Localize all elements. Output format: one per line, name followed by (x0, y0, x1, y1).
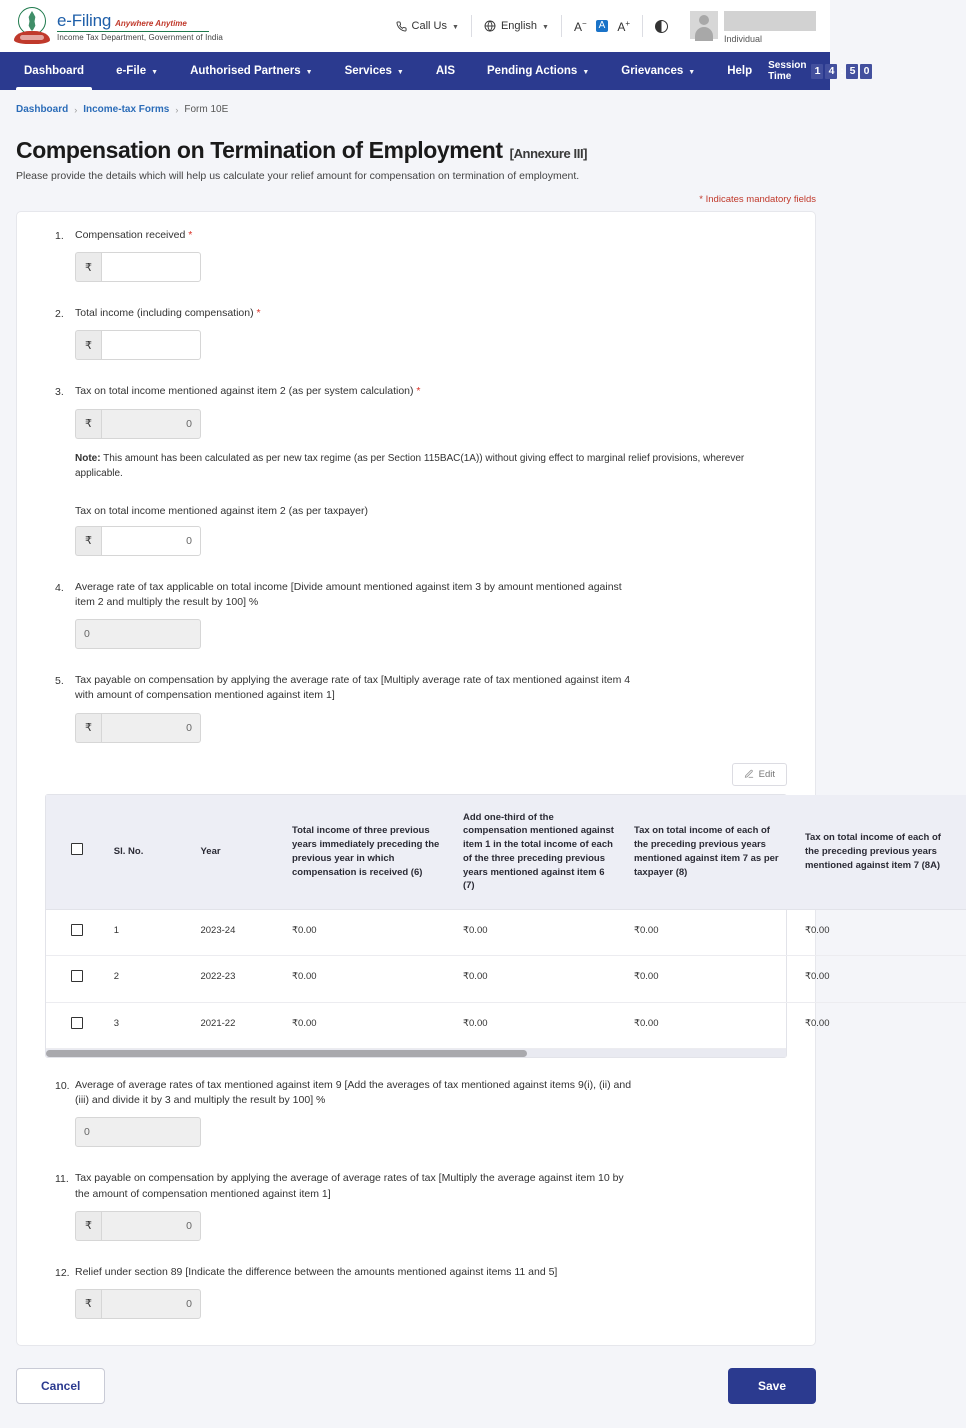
form-item-label: Relief under section 89 [Indicate the difference between the amounts mentioned against items 11 and 5] (75, 1265, 558, 1278)
form-item-label: Tax payable on compensation by applying the average of average rates of tax [Multiply the average against item 10 by the amount of compensation mentioned against item 1] (75, 1172, 624, 1200)
form-item-label: Total income (including compensation) * (75, 307, 261, 320)
row-col8a: ₹0.00 (795, 910, 966, 956)
row-select-cell (46, 910, 104, 956)
table-row (46, 1002, 966, 1048)
form-item-number: 2. (55, 308, 64, 321)
font-increase-button[interactable]: A+ (617, 18, 630, 34)
row-col8: ₹0.00 (633, 1017, 659, 1029)
rupee-icon: ₹ (75, 713, 101, 743)
cancel-button[interactable]: Cancel (16, 1368, 105, 1404)
font-normal-button[interactable]: A (596, 20, 609, 32)
form-item-number: 5. (55, 675, 64, 688)
form-item-4 (17, 580, 815, 649)
row-col6: ₹0.00 (282, 956, 453, 1002)
table-header-col7: Add one-third of the compensation mentioned against item 1 in the total income of each of the three preceding previous years mentioned against item 6 (7) (453, 795, 624, 910)
select-all-checkbox[interactable] (71, 843, 83, 855)
table-row (46, 956, 966, 1002)
chevron-down-icon: ▼ (582, 68, 590, 76)
font-size-controls (562, 20, 642, 33)
row-col8a: ₹0.00 (804, 1017, 830, 1029)
nav-item-help[interactable] (711, 52, 768, 90)
font-decrease-button[interactable]: A− (573, 18, 587, 34)
brand-department: Income Tax Department, Government of India (57, 32, 223, 42)
chevron-down-icon: ▼ (688, 68, 696, 76)
breadcrumb-item-income-tax-forms[interactable]: Income-tax Forms (83, 104, 170, 115)
average-of-average-rates-field[interactable] (75, 1117, 797, 1147)
breadcrumb-item-form-10e: Form 10E (184, 104, 229, 115)
page-title-text: Compensation on Termination of Employment (16, 137, 503, 163)
chevron-down-icon: ▼ (305, 68, 313, 76)
form-item-label: Tax payable on compensation by applying the average rate of tax [Multiply average rate of tax mentioned against item 4 with amount of compensation mentioned against item 1] (75, 674, 631, 702)
nav-label: Dashboard (24, 65, 85, 77)
nav-item-grievances[interactable] (605, 52, 711, 90)
row-checkbox[interactable] (71, 1017, 83, 1029)
save-button[interactable]: Save (728, 1368, 816, 1404)
chevron-down-icon: ▼ (452, 23, 459, 31)
chevron-down-icon: ▼ (396, 68, 404, 76)
total-income-input[interactable] (101, 330, 201, 360)
form-item-11 (17, 1171, 815, 1240)
average-rate-tax-field[interactable] (75, 619, 797, 649)
relief-section-89-field[interactable] (75, 1289, 797, 1319)
total-income-field[interactable] (75, 330, 797, 360)
row-select-cell (46, 1002, 104, 1048)
contrast-icon (655, 20, 668, 33)
user-profile[interactable] (680, 9, 822, 44)
globe-icon (484, 20, 496, 32)
tax-regime-note (75, 451, 775, 481)
session-digit: 5 (846, 64, 858, 79)
main-navigation (0, 52, 870, 90)
form-item-label: Tax on total income mentioned against item 2 (as per system calculation) * (75, 385, 421, 398)
row-sl-no: 3 (113, 1017, 120, 1029)
chevron-down-icon: ▼ (542, 23, 549, 31)
previous-years-table (45, 794, 941, 1058)
row-col6: ₹0.00 (282, 910, 453, 956)
table-header-sl-no: Sl. No. (104, 795, 191, 910)
user-role-label: Individual (724, 33, 763, 44)
row-col6: ₹0.00 (292, 1017, 317, 1029)
form-item-number: 3. (55, 386, 64, 399)
form-item-label: Compensation received * (75, 229, 193, 241)
nav-label: e-File (116, 65, 147, 77)
language-label: English (500, 20, 538, 32)
chevron-down-icon: ▼ (151, 68, 159, 76)
brand-tagline: Anywhere Anytime (115, 18, 187, 28)
top-header (0, 0, 830, 52)
contrast-toggle-button[interactable] (643, 20, 680, 33)
form-item-label: Average of average rates of tax mentioned against item 9 [Add the averages of tax mentioned against items 9(i), (ii) and (iii) and divide it by 3 and multiply the result by 100] % (75, 1078, 632, 1107)
rupee-icon: ₹ (75, 252, 101, 282)
session-digit: 4 (825, 64, 837, 79)
nav-item-e-file[interactable] (100, 52, 174, 90)
nav-label: Services (344, 65, 392, 77)
rupee-icon: ₹ (75, 409, 101, 439)
table-scroll-area (46, 795, 941, 1048)
rupee-icon: ₹ (75, 1211, 101, 1241)
form-item-label: Average rate of tax applicable on total income [Divide amount mentioned against item 3 by amount mentioned against item 2 and multiply the result by 100] % (75, 580, 622, 608)
row-select-cell (46, 956, 104, 1002)
tax-system-calculation-input (101, 409, 201, 439)
page-title-annexure: [Annexure III] (509, 146, 588, 161)
nav-label: Pending Actions (487, 65, 578, 77)
session-timer (768, 52, 884, 90)
table-header-year: Year (190, 795, 282, 910)
row-col8: ₹0.00 (624, 956, 795, 1002)
brand-divider (57, 31, 209, 32)
row-col7: ₹0.00 (453, 910, 624, 956)
tax-payable-avg-of-avg-field[interactable] (75, 1211, 797, 1241)
nav-label: Grievances (621, 65, 684, 77)
form-card (16, 211, 941, 1346)
required-asterisk: * (188, 229, 193, 241)
form-item-12 (17, 1265, 815, 1319)
nav-item-dashboard[interactable] (8, 52, 100, 90)
tax-payable-avg-rate-input (101, 713, 201, 743)
nav-label: Help (727, 65, 753, 77)
table-toolbar (17, 747, 815, 786)
call-us-button[interactable] (384, 20, 471, 32)
phone-icon (396, 21, 407, 32)
tax-payable-avg-of-avg-input (101, 1211, 201, 1241)
rupee-icon: ₹ (75, 1289, 101, 1319)
table-header-row (46, 795, 966, 910)
pencil-icon (744, 769, 754, 779)
form-item-3 (17, 384, 815, 555)
table-row (46, 910, 966, 956)
form-item-number: 1. (55, 230, 64, 242)
required-asterisk: * (256, 307, 261, 320)
language-selector[interactable] (472, 20, 561, 32)
row-col8a: ₹0.00 (795, 956, 966, 1002)
relief-section-89-input (101, 1289, 201, 1319)
edit-label: Edit (758, 768, 775, 780)
rupee-icon: ₹ (75, 330, 101, 360)
page-subtitle: Please provide the details which will help us calculate your relief amount for compensation on termination of employment. (16, 170, 580, 182)
compensation-received-field[interactable] (75, 252, 797, 282)
breadcrumb-separator: › (175, 104, 179, 115)
table-header-col6: Total income of three previous years immediately preceding the previous year in which compensation is received (6) (282, 795, 453, 910)
session-colon: : (840, 65, 844, 77)
brand-name: e-Filing (57, 10, 112, 30)
rupee-icon: ₹ (75, 526, 101, 556)
form-item-1 (17, 228, 815, 282)
breadcrumb-item-dashboard[interactable]: Dashboard (16, 104, 69, 115)
row-col7: ₹0.00 (462, 1017, 488, 1029)
call-us-label: Call Us (411, 20, 447, 32)
header-right-controls (384, 0, 822, 52)
tax-taxpayer-input[interactable] (101, 526, 201, 556)
form-item-number: 10. (55, 1079, 70, 1092)
row-checkbox[interactable] (71, 924, 83, 936)
nav-item-services[interactable] (329, 52, 420, 90)
nav-label: Authorised Partners (190, 65, 301, 77)
note-text: This amount has been calculated as per new tax regime (as per Section 115BAC(1A)) without giving effect to marginal relief provisions, wherever applicable. (75, 452, 745, 479)
table-header-col8: Tax on total income of each of the preceding previous years mentioned against item 7 as per taxpayer (8) (624, 795, 795, 910)
note-prefix: Note: (75, 452, 101, 464)
form-item-2 (17, 306, 815, 360)
nav-item-ais[interactable] (420, 52, 471, 90)
session-label: Session Time (768, 60, 807, 82)
breadcrumb (0, 90, 830, 115)
form-item-number: 4. (55, 581, 64, 594)
average-of-average-rates-input (75, 1117, 201, 1147)
session-digit: 0 (860, 64, 872, 79)
india-emblem-icon (14, 7, 50, 45)
row-year: 2023-24 (190, 910, 282, 956)
nav-label: AIS (435, 65, 455, 77)
mandatory-fields-note: * Indicates mandatory fields (699, 194, 816, 205)
nav-item-authorised-partners[interactable] (174, 52, 329, 90)
tax-system-calculation-field[interactable] (75, 409, 797, 439)
tax-payable-avg-rate-field[interactable] (75, 713, 797, 743)
form-footer (0, 1346, 830, 1428)
average-rate-tax-input (75, 619, 201, 649)
row-year: 2021-22 (200, 1017, 236, 1029)
row-col7: ₹0.00 (453, 956, 624, 1002)
tax-taxpayer-label: Tax on total income mentioned against item 2 (as per taxpayer) (75, 504, 368, 517)
form-item-number: 11. (55, 1173, 69, 1186)
scrollbar-thumb[interactable] (46, 1050, 527, 1057)
row-sl-no: 2 (104, 956, 191, 1002)
page-header (0, 115, 830, 182)
required-asterisk: * (416, 385, 421, 398)
form-item-5 (17, 673, 815, 742)
row-sl-no: 1 (104, 910, 191, 956)
nav-item-pending-actions[interactable] (471, 52, 605, 90)
table-header-col8a: Tax on total income of each of the preceding previous years mentioned against item 7 (8A) (795, 795, 966, 910)
avatar (690, 11, 718, 39)
form-item-10 (17, 1078, 815, 1147)
breadcrumb-separator: › (74, 104, 78, 115)
page-title (16, 137, 814, 164)
brand-logo[interactable] (14, 7, 223, 45)
edit-button[interactable] (732, 763, 787, 786)
row-year: 2022-23 (190, 956, 282, 1002)
user-name-redacted (724, 11, 816, 31)
tax-taxpayer-field[interactable] (75, 526, 797, 556)
table-header-select-all (46, 795, 104, 910)
form-item-number: 12. (55, 1266, 70, 1279)
compensation-received-input[interactable] (101, 252, 201, 282)
table-horizontal-scrollbar[interactable] (46, 1048, 786, 1057)
row-col8: ₹0.00 (624, 910, 795, 956)
row-checkbox[interactable] (71, 970, 83, 982)
session-digit: 1 (811, 64, 823, 79)
